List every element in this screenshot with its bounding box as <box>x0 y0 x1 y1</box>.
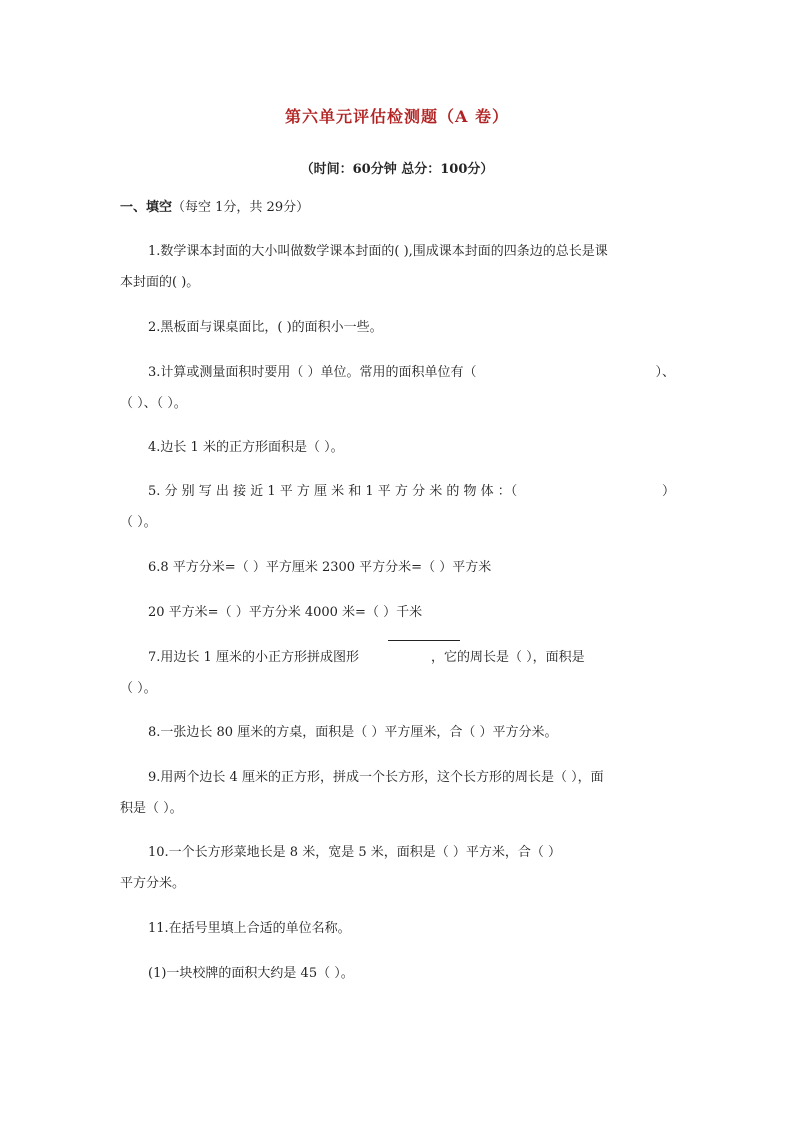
question-3-line-1-right: ）、 <box>655 365 675 380</box>
question-5-line-2: （ ）。 <box>120 515 157 530</box>
question-5-line-1-right: ） <box>661 484 675 499</box>
question-11-item-1: (1)一块校牌的面积大约是 45（ ）。 <box>148 966 354 981</box>
question-8: 8.一张边长 80 厘米的方桌，面积是（ ）平方厘米，合（ ）平方分米。 <box>148 725 558 740</box>
question-4: 4.边长 1 米的正方形面积是（ ）。 <box>148 440 344 455</box>
question-11: 11.在括号里填上合适的单位名称。 <box>148 921 351 936</box>
page-title: 第六单元评估检测题（A 卷） <box>285 107 509 126</box>
question-6-line-2: 20 平方米=（ ）平方分米 4000 米=（ ）千米 <box>148 605 423 620</box>
question-5-line-1-left: 5. 分 别 写 出 接 近 1 平 方 厘 米 和 1 平 方 分 米 的 物 体 ：（ <box>148 484 518 499</box>
page-subtitle: （时间：60分钟 总分：100分） <box>300 162 494 177</box>
question-7-line-1-left: 7.用边长 1 厘米的小正方形拼成图形 <box>148 650 359 665</box>
question-10-line-1: 10.一个长方形菜地长是 8 米，宽是 5 米，面积是（ ）平方米，合（ ） <box>148 845 562 860</box>
question-10-line-2: 平方分米。 <box>120 876 186 891</box>
figure-placeholder-line <box>388 640 460 641</box>
question-7-line-1-right: ，它的周长是（ ），面积是 <box>430 650 585 665</box>
question-6-line-1: 6.8 平方分米=（ ）平方厘米 2300 平方分米=（ ）平方米 <box>148 560 492 575</box>
question-5-line-1 <box>148 483 675 501</box>
question-7-line-2: （ ）。 <box>120 681 157 696</box>
question-3-line-1-left: 3.计算或测量面积时要用（ ）单位。常用的面积单位有（ <box>148 365 477 380</box>
question-7-line-1 <box>148 649 585 667</box>
question-3-line-1 <box>148 364 675 382</box>
question-3-line-2: （ ）、（ ）。 <box>120 396 187 411</box>
question-9-line-1: 9.用两个边长 4 厘米的正方形，拼成一个长方形，这个长方形的周长是（ ），面 <box>148 770 604 785</box>
question-1-line-2: 本封面的( )。 <box>120 275 200 290</box>
section-heading <box>120 196 309 215</box>
section-head-text: 一、填空 <box>120 200 173 215</box>
question-9-line-2: 积是（ ）。 <box>120 801 183 816</box>
section-note-text: （每空 1分，共 29分） <box>172 200 310 215</box>
question-2: 2.黑板面与课桌面比，( )的面积小一些。 <box>148 320 383 335</box>
question-1-line-1: 1.数学课本封面的大小叫做数学课本封面的( ),围成课本封面的四条边的总长是课 <box>148 244 608 259</box>
